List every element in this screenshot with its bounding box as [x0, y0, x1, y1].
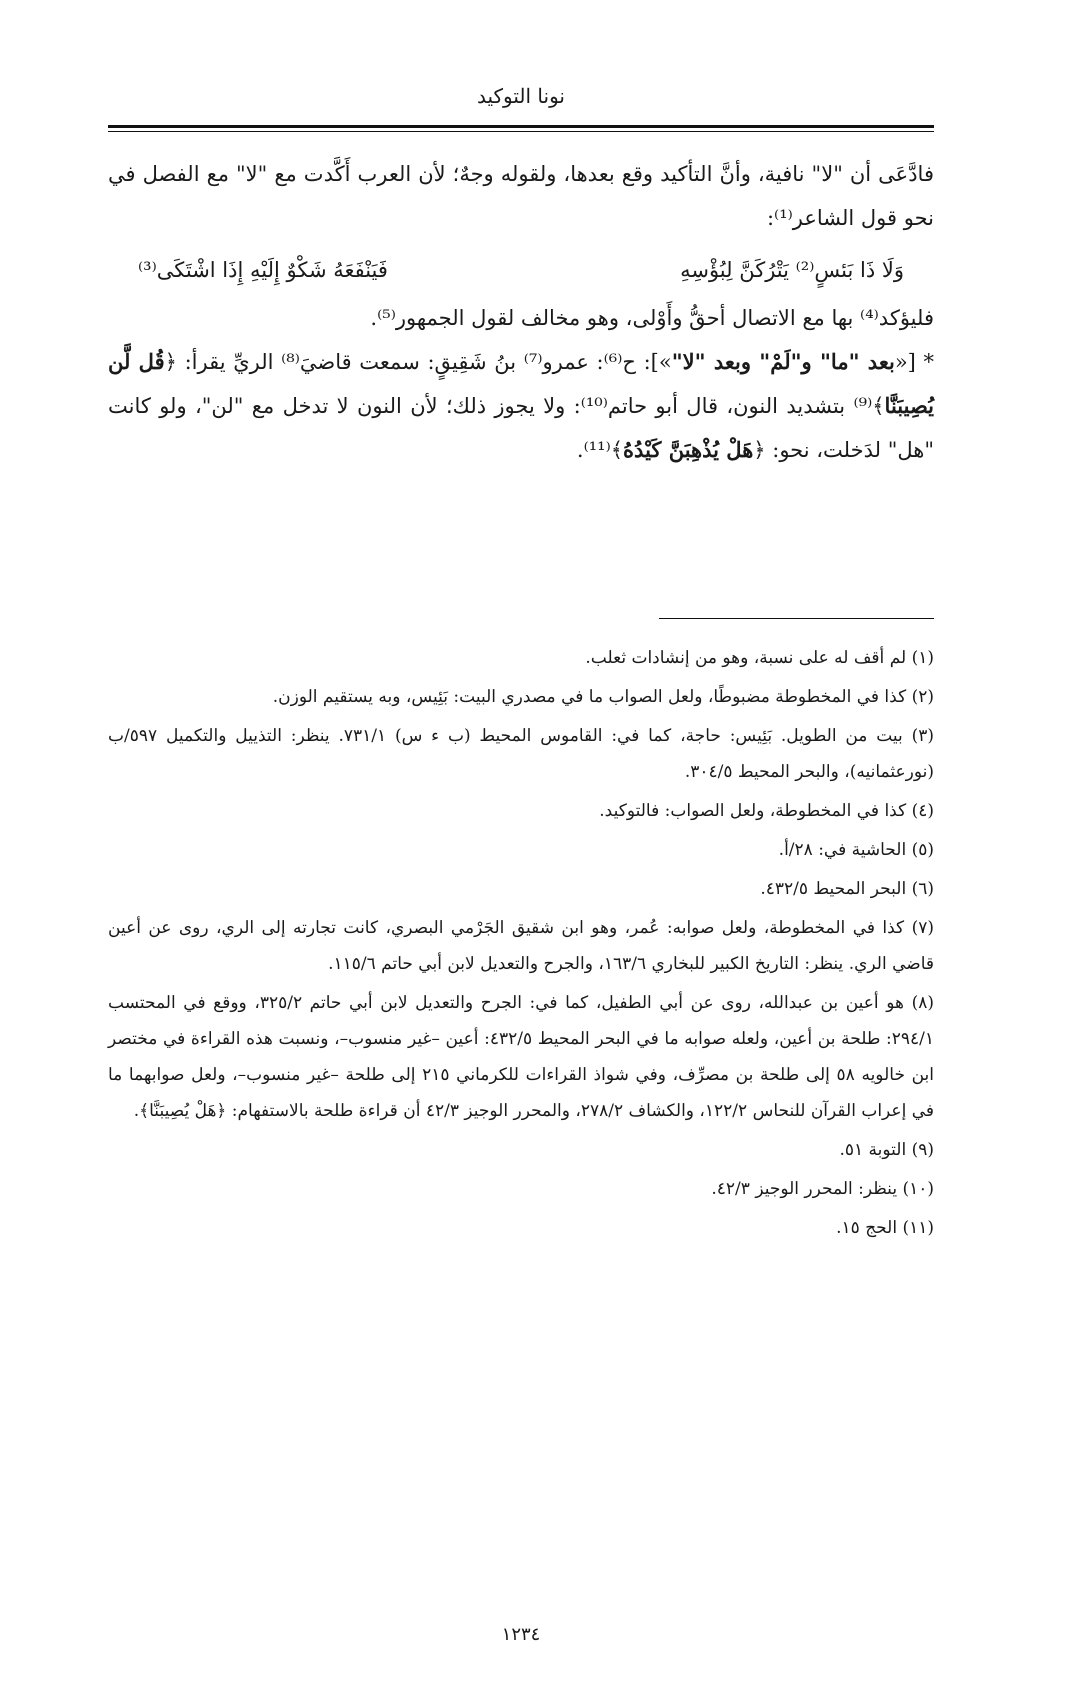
section-heading: بعد "ما" و"لَمْ" وبعد "لا"	[671, 349, 895, 374]
footnote-separator	[659, 618, 934, 619]
footnote-3: (٣) بيت من الطويل. بَئِيس: حاجة، كما في: القاموس المحيط (ب ء س) ٧٣١/١. ينظر: التذييل والتكميل ٥٩٧/ب (نورعثمانيه)، والبحر المحيط ٣٠٤/٥.	[108, 726, 934, 782]
footnote-9: (٩) التوبة ٥١.	[839, 1140, 934, 1160]
footnote-5: (٥) الحاشية في: ٢٨/أ.	[778, 840, 934, 860]
verse-first-hemistich: وَلَا ذَا بَئسٍ⁽²⁾ يَتْرُكَنَّ لِبُؤْسِهِ	[680, 258, 904, 282]
header-rule-thick	[108, 125, 934, 128]
footnote-7: (٧) كذا في المخطوطة، ولعل صوابه: عُمر، وهو ابن شقيق الجَرْمي البصري، كانت تجارته إلى الري، روى عن أعين قاضي الري. ينظر: التاريخ الكبير للبخاري ١٦٣/٦، والجرح والتعديل لابن أبي حاتم ١١٥/٦.	[108, 918, 934, 974]
header-rule-thin	[108, 131, 934, 132]
paragraph-3-text-c: ﴾⁽¹¹⁾.	[576, 438, 624, 462]
quran-quote-1: قُل لَّن يُصِيبَنَّا	[108, 349, 935, 418]
paragraph-1: فادَّعَى أن "لا" نافية، وأنَّ التأكيد وقع بعدها، ولقوله وجهٌ؛ لأن العرب أَكَّدت مع "لا" مع الفصل في نحو قول الشاعر⁽¹⁾:	[108, 162, 934, 230]
paragraph-3-text-b: ﴾⁽⁹⁾ بتشديد النون، قال أبو حاتم⁽¹⁰⁾: ولا يجوز ذلك؛ لأن النون لا تدخل مع "لن"، ولو كانت "هل" لدَخلت، نحو: ﴿	[108, 394, 934, 462]
footnote-11: (١١) الحج ١٥.	[836, 1218, 934, 1238]
quran-quote-2: هَلْ يُذْهِبَنَّ كَيْدُهُ	[623, 437, 754, 462]
paragraph-2: فليؤكد⁽⁴⁾ بها مع الاتصال أحقُّ وأَوْلى، وهو مخالف لقول الجمهور⁽⁵⁾.	[370, 306, 934, 330]
footnotes	[108, 640, 934, 1249]
footnote-1: (١) لم أقف له على نسبة، وهو من إنشادات ثعلب.	[585, 648, 934, 668]
footnote-2: (٢) كذا في المخطوطة مضبوطًا، ولعل الصواب ما في مصدري البيت: بَئِيس، وبه يستقيم الوزن.	[272, 687, 934, 707]
verse-second-hemistich: فَيَنْفَعَهُ شَكْوٌ إِلَيْهِ إِذَا اشْتَكَى⁽³⁾	[138, 258, 388, 282]
footnote-8: (٨) هو أعين بن عبدالله، روى عن أبي الطفيل، كما في: الجرح والتعديل لابن أبي حاتم ٣٢٥/٢، ووقع في المحتسب ٢٩٤/١: طلحة بن أعين، ولعله صوابه ما في البحر المحيط ٤٣٢/٥: أعين –غير منسوب–، ونسبت هذه القراءة في مختصر ابن خالويه ٥٨ إلى طلحة بن مصرِّف، وفي شواذ القراءات للكرماني ٢١٥ إلى طلحة –غير منسوب–، ولعل صوابهما ما في إعراب القرآن للنحاس ١٢٢/٢، والكشاف ٢٧٨/٢، والمحرر الوجيز ٤٢/٣ أن قراءة طلحة بالاستفهام: ﴿هَلْ يُصِيبَنَّا﴾.	[108, 993, 935, 1121]
book-page	[108, 0, 934, 1698]
paragraph-3	[108, 340, 934, 472]
footnote-10: (١٠) ينظر: المحرر الوجيز ٤٢/٣.	[711, 1179, 934, 1199]
main-text	[108, 152, 934, 472]
footnote-6: (٦) البحر المحيط ٤٣٢/٥.	[760, 879, 934, 899]
poetry-verse	[108, 248, 934, 292]
section-marker: * [«	[894, 350, 935, 374]
page-number: ١٢٣٤	[501, 1624, 541, 1645]
footnote-4: (٤) كذا في المخطوطة، ولعل الصواب: فالتوكيد.	[599, 801, 934, 821]
running-title: نونا التوكيد	[477, 84, 565, 108]
paragraph-3-text-a: »]: ح⁽⁶⁾: عمرو⁽⁷⁾ بنُ شَقِيقٍ: سمعت قاضيَ⁽⁸⁾ الريِّ يقرأ: ﴿	[164, 350, 672, 374]
